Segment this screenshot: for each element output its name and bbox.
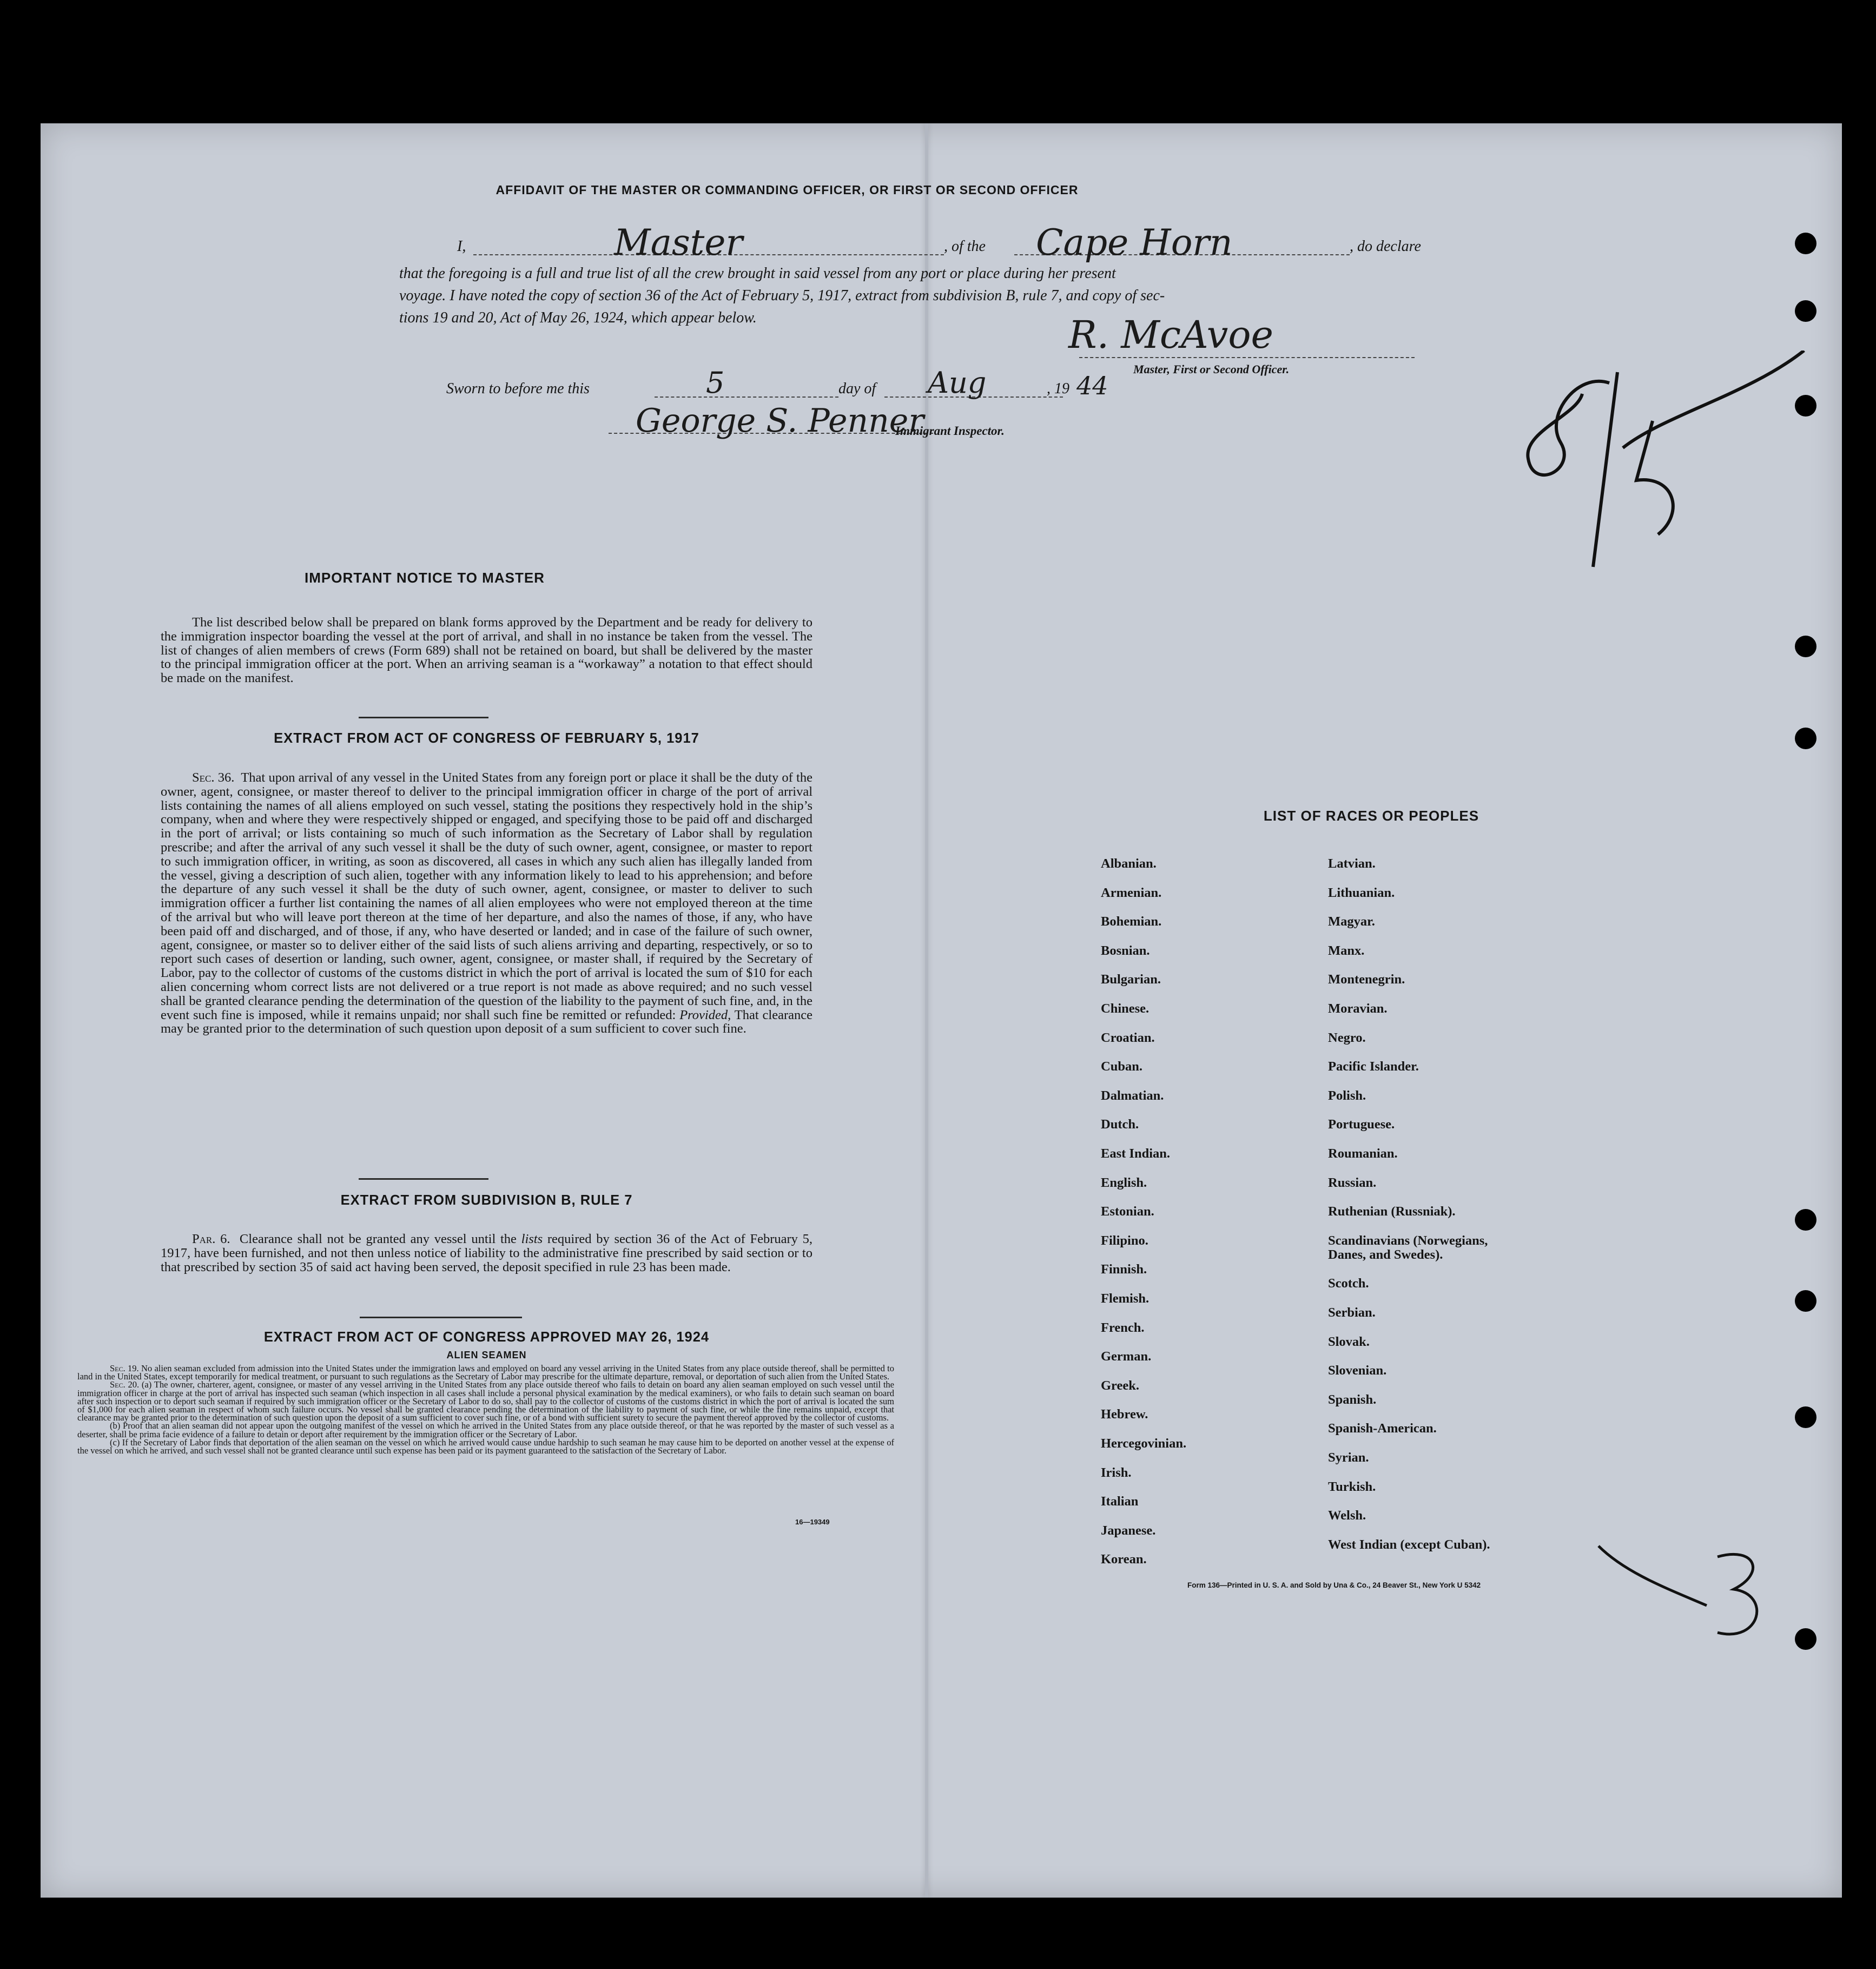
affidavit-body-line-3: tions 19 and 20, Act of May 26, 1924, which appear below. bbox=[399, 309, 757, 326]
extract-1924-title: EXTRACT FROM ACT OF CONGRESS APPROVED MAY 26, 1924 bbox=[263, 1330, 710, 1345]
document-sheet bbox=[41, 123, 1842, 1898]
race-item: Estonian. bbox=[1101, 1204, 1154, 1219]
sec-20a-text: (a) The owner, charterer, agent, consignee, or master of any vessel arriving in the United States from any place outside thereof who fails to detain on board any alien seaman employed on such vessel until the immigration officer in charge at the port of arrival has inspected such seaman (which inspection in all cases shall include a personal physical examination by the medical examiners), or who fails to detain such seaman on board after such inspection or to deport such seaman if required by such immigration officer or the Secretary of Labor to do so, shall pay to the collector of customs of the customs district in which the port of arrival is located the sum of $1,000 for each alien seaman in respect of whom such failure occurs. No vessel shall be granted clearance pending the determination of the liability to payment of such fine, or while the fine remains unpaid, except that clearance may be granted prior to the determination of such question upon the deposit of a sum sufficient to cover such fine, or of a bond with sufficient surety to secure the payment thereof approved by the collector of customs. bbox=[77, 1379, 894, 1423]
sec-19-para bbox=[77, 1364, 894, 1380]
binder-hole bbox=[1795, 1628, 1816, 1650]
race-item: Portuguese. bbox=[1328, 1117, 1395, 1132]
race-item: German. bbox=[1101, 1349, 1152, 1364]
race-item: Scotch. bbox=[1328, 1276, 1369, 1291]
do-declare-label: , do declare bbox=[1350, 238, 1421, 255]
race-item: Pacific Islander. bbox=[1328, 1059, 1419, 1074]
race-item: Cuban. bbox=[1101, 1059, 1142, 1074]
race-item: Moravian. bbox=[1328, 1001, 1388, 1016]
race-item: Chinese. bbox=[1101, 1001, 1150, 1016]
binder-hole bbox=[1795, 300, 1816, 322]
race-item: Montenegrin. bbox=[1328, 972, 1405, 987]
par-6-label: Par. 6. bbox=[192, 1232, 230, 1246]
race-item: Bulgarian. bbox=[1101, 972, 1161, 987]
extract-1917-title: EXTRACT FROM ACT OF CONGRESS OF FEBRUARY 5, 1917 bbox=[274, 731, 699, 746]
year-prefix: , 19 bbox=[1047, 380, 1069, 397]
corner-mark bbox=[1593, 1541, 1772, 1660]
form-footer: Form 136—Printed in U. S. A. and Sold by Una & Co., 24 Beaver St., New York U 5342 bbox=[1187, 1581, 1481, 1589]
race-item: Filipino. bbox=[1101, 1233, 1148, 1248]
race-item: Roumanian. bbox=[1328, 1146, 1398, 1161]
inspector-label: Immigrant Inspector. bbox=[895, 424, 1005, 438]
binder-hole bbox=[1795, 233, 1816, 254]
binder-hole bbox=[1795, 1209, 1816, 1231]
divider bbox=[359, 1178, 488, 1180]
affidavit-i-label: I, bbox=[457, 238, 466, 255]
affidavit-body-line-2: voyage. I have noted the copy of section 36 of the Act of February 5, 1917, extract from subdivision B, rule 7, and copy of sec- bbox=[399, 287, 1165, 304]
race-item: Flemish. bbox=[1101, 1291, 1150, 1306]
race-item: Hebrew. bbox=[1101, 1407, 1148, 1422]
sec-20b-para: (b) Proof that an alien seaman did not appear upon the outgoing manifest of the vessel on which he arrived in the United States from any place outside thereof, or that he was reported by the master of such vessel as a deserter, shall be prima facie evidence of a failure to detain or deport after requirement by the immigration officer or the Secretary of Labor. bbox=[77, 1420, 894, 1439]
race-item: Polish. bbox=[1328, 1088, 1366, 1103]
race-item: Albanian. bbox=[1101, 856, 1157, 871]
master-label: Master, First or Second Officer. bbox=[1133, 362, 1290, 376]
affidavit-body-line-1: that the foregoing is a full and true list of all the crew brought in said vessel from any port or place during her present bbox=[399, 265, 1116, 282]
race-item: Scandinavians (Norwegians, bbox=[1328, 1233, 1488, 1248]
race-item: Bohemian. bbox=[1101, 914, 1162, 929]
race-item: Dutch. bbox=[1101, 1117, 1139, 1132]
rule7-text-b: required by section 36 of the Act of February 5, 1917, have been furnished, and not then unless notice of liability to the administrative fine prescribed by said section or to that prescribed by section 35 of said act having been served, the deposit specified in rule 23 has been made. bbox=[161, 1232, 813, 1274]
binder-hole bbox=[1795, 636, 1816, 657]
month-handwriting: Aug bbox=[928, 366, 987, 400]
affidavit-title: AFFIDAVIT OF THE MASTER OR COMMANDING OFFICER, OR FIRST OR SECOND OFFICER bbox=[496, 183, 1079, 197]
section-36-body: That upon arrival of any vessel in the United States from any foreign port or place it shall be the duty of the owner, agent, consignee, or master thereof to deliver to the principal immigration officer in charge of the port of arrival lists containing the names of all aliens employed on such vessel, stating the positions they respectively hold in the ship’s company, when and where they were respectively shipped or engaged, and specifying those to be paid off and discharged in the port of arrival; or lists containing so much of such information as the Secretary of Labor shall by regulation prescribe; and after the arrival of any such vessel it shall be the duty of such owner, agent, consignee, or master to report to such immigration officer, in writing, as soon as discovered, all cases in which any such alien has illegally landed from the vessel, giving a description of such alien, together with any information likely to lead to his apprehension; and before the departure of any such vessel it shall be the duty of such owner, agent, consignee, or master to deliver to such immigration officer a further list containing the names of all alien employees who were not employed thereon at the time of the arrival but who will leave port thereon at the time of her departure, and also the names of those, if any, who have been paid off and discharged, and of those, if any, who have deserted or landed; and in case of the failure of such owner, agent, consignee, or master so to deliver either of the said lists of such aliens arriving and departing, respectively, or so to report such cases of desertion or landing, such owner, agent, consignee, or master shall, if required by the Secretary of Labor, pay to the collector of customs of the customs district in which the port of arrival is located the sum of $10 for each alien concerning whom correct lists are not delivered or a true report is not made as above required; and no such vessel shall be granted clearance pending the determination of the question of the liability to the payment of such fine, and, in the event such fine is imposed, while it remains unpaid; nor shall such fine be remitted or refunded: bbox=[161, 770, 813, 1022]
section-36-end: That clearance may be granted prior to the determination of such question upon deposit of a sum sufficient to cover such fine. bbox=[161, 1007, 813, 1036]
race-item: Hercegovinian. bbox=[1101, 1436, 1187, 1451]
print-code: 16—19349 bbox=[795, 1518, 830, 1526]
sec-20c-para: (c) If the Secretary of Labor finds that deportation of the alien seaman on the vessel on which he arrived would cause undue hardship to such seaman he may cause him to be deported on another vessel at the expense of the vessel on which he arrived, and such vessel shall not be granted clearance until such expense has been paid or its payment guaranteed to the satisfaction of the Secretary of Labor. bbox=[77, 1437, 894, 1456]
race-item: West Indian (except Cuban). bbox=[1328, 1537, 1490, 1552]
of-the-label: , of the bbox=[944, 238, 986, 255]
race-item: Danes, and Swedes). bbox=[1328, 1247, 1443, 1262]
race-item: Croatian. bbox=[1101, 1030, 1155, 1045]
binder-hole bbox=[1795, 395, 1816, 417]
race-item: Greek. bbox=[1101, 1378, 1139, 1393]
races-title: LIST OF RACES OR PEOPLES bbox=[1263, 808, 1479, 824]
binder-hole bbox=[1795, 1406, 1816, 1428]
day-of-label: day of bbox=[838, 380, 876, 397]
day-handwriting: 5 bbox=[706, 366, 725, 400]
sworn-label: Sworn to before me this bbox=[446, 380, 590, 397]
race-item: Spanish. bbox=[1328, 1392, 1377, 1407]
alien-seamen-subtitle: ALIEN SEAMEN bbox=[446, 1350, 527, 1360]
notice-title: IMPORTANT NOTICE TO MASTER bbox=[305, 570, 545, 586]
sec-20-label: Sec. 20. bbox=[110, 1379, 140, 1390]
race-item: Russian. bbox=[1328, 1175, 1377, 1190]
notice-text: The list described below shall be prepared on blank forms approved by the Department and be ready for delivery to the immigration inspector boarding the vessel at the port of arrival, and shall in no instance be taken from the vessel. The list of changes of alien members of crews (Form 689) shall not be retained on board, but shall be delivered by the master to the principal immigration officer at the port. When an arriving seaman is a “workaway” a notation to that effect should be made on the manifest. bbox=[161, 615, 813, 686]
race-item: Irish. bbox=[1101, 1465, 1132, 1480]
race-item: Negro. bbox=[1328, 1030, 1366, 1045]
race-item: Finnish. bbox=[1101, 1262, 1147, 1277]
rule7-text bbox=[161, 1232, 813, 1274]
race-item: East Indian. bbox=[1101, 1146, 1171, 1161]
race-item: Lithuanian. bbox=[1328, 885, 1395, 900]
race-item: Spanish-American. bbox=[1328, 1421, 1437, 1436]
race-item: French. bbox=[1101, 1320, 1145, 1335]
extract-1917-text bbox=[161, 771, 813, 1036]
provided-word: Provided, bbox=[679, 1007, 731, 1022]
sec-19-label: Sec. 19. bbox=[110, 1363, 139, 1373]
sec-20a-para bbox=[77, 1380, 894, 1422]
race-item: Welsh. bbox=[1328, 1508, 1366, 1523]
divider bbox=[360, 1317, 522, 1318]
race-item: Serbian. bbox=[1328, 1305, 1376, 1320]
rule7-title: EXTRACT FROM SUBDIVISION B, RULE 7 bbox=[340, 1193, 633, 1208]
divider bbox=[359, 717, 488, 718]
race-item: Manx. bbox=[1328, 943, 1365, 958]
master-signature: R. McAvoe bbox=[1068, 313, 1273, 357]
race-item: Turkish. bbox=[1328, 1479, 1376, 1494]
race-item: Slovak. bbox=[1328, 1334, 1370, 1349]
race-item: Bosnian. bbox=[1101, 943, 1150, 958]
page-number-marking bbox=[1512, 351, 1826, 578]
race-item: Italian bbox=[1101, 1494, 1139, 1509]
race-item: English. bbox=[1101, 1175, 1147, 1190]
day-line bbox=[655, 397, 838, 398]
race-item: Latvian. bbox=[1328, 856, 1376, 871]
sec-19-text: No alien seaman excluded from admission into the United States under the immigration laws and employed on board any vessel arriving in the United States from any place outside thereof, shall be permitted to land in the United States, except temporarily for medical treatment, or pursuant to such regulations as the Secretary of Labor may prescribe for the ultimate departure, removal, or deportation of such alien from the United States. bbox=[77, 1363, 895, 1382]
race-item: Japanese. bbox=[1101, 1523, 1156, 1538]
section-36-label: Sec. 36. bbox=[192, 770, 235, 785]
binder-hole bbox=[1795, 1290, 1816, 1312]
race-item: Ruthenian (Russniak). bbox=[1328, 1204, 1456, 1219]
race-item: Syrian. bbox=[1328, 1450, 1369, 1465]
race-item: Slovenian. bbox=[1328, 1363, 1387, 1378]
race-item: Magyar. bbox=[1328, 914, 1375, 929]
extract-1924-text bbox=[77, 1364, 894, 1455]
race-item: Korean. bbox=[1101, 1552, 1147, 1567]
inspector-signature: George S. Penner bbox=[636, 402, 924, 440]
vessel-handwriting: Cape Horn bbox=[1036, 222, 1233, 263]
signature-line bbox=[1079, 357, 1415, 358]
binder-hole bbox=[1795, 728, 1816, 749]
lists-word: lists bbox=[521, 1232, 543, 1246]
master-handwriting: Master bbox=[614, 222, 743, 263]
race-item: Armenian. bbox=[1101, 885, 1162, 900]
race-item: Dalmatian. bbox=[1101, 1088, 1164, 1103]
year-handwriting: 44 bbox=[1076, 371, 1108, 400]
rule7-text-a: Clearance shall not be granted any vessel until the bbox=[239, 1232, 517, 1246]
